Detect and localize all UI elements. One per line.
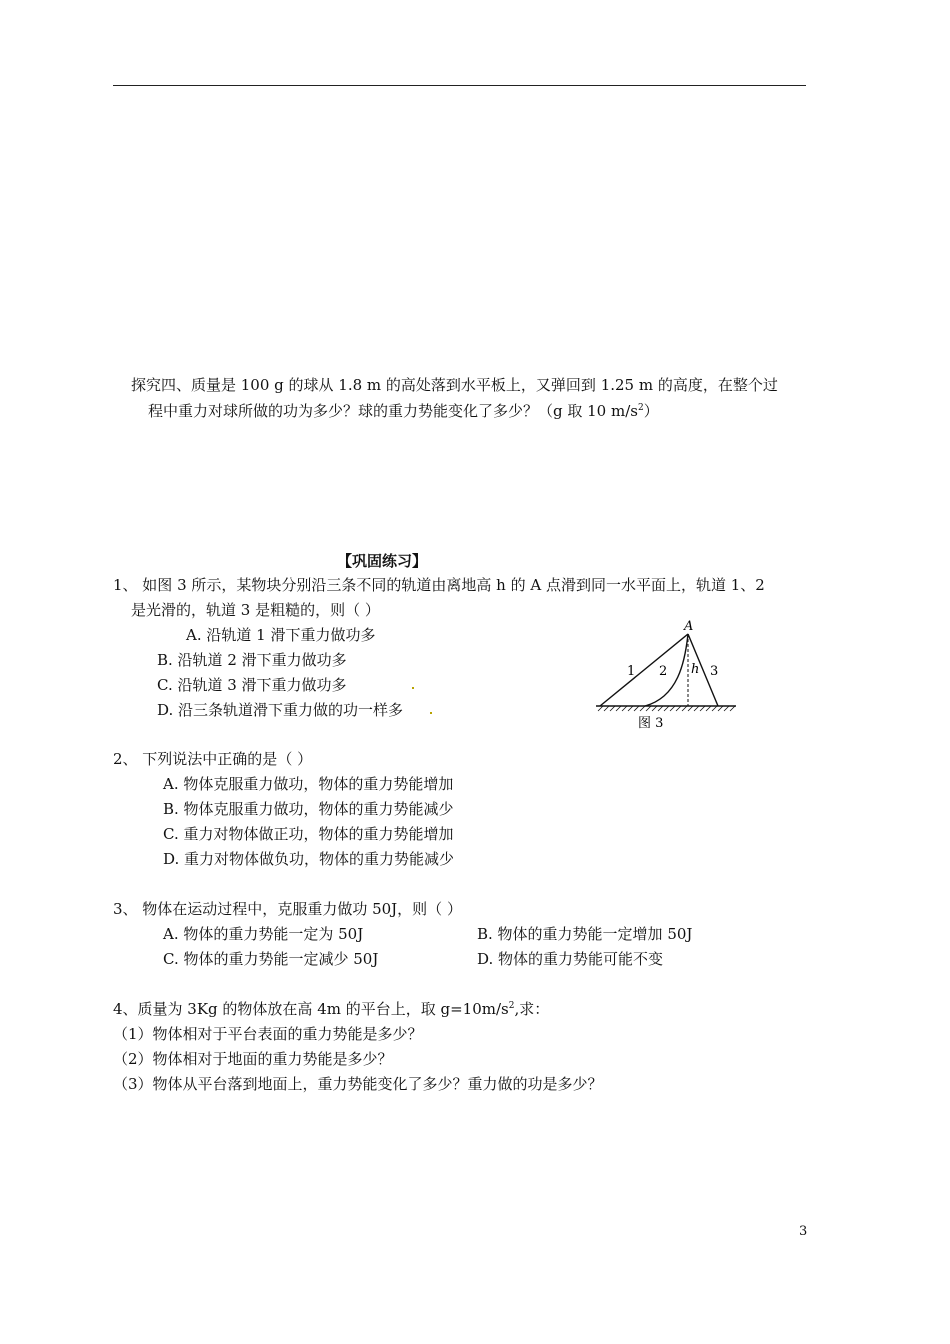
point-a-label: A xyxy=(684,619,694,634)
q3-option-c: C. 物体的重力势能一定减少 50J xyxy=(163,950,379,968)
track-1 xyxy=(600,634,688,706)
q3-option-b: B. 物体的重力势能一定增加 50J xyxy=(477,925,693,943)
q3-option-a: A. 物体的重力势能一定为 50J xyxy=(163,925,364,943)
q2-option-b: B. 物体克服重力做功，物体的重力势能减少 xyxy=(163,800,454,818)
q1-option-d: D. 沿三条轨道滑下重力做的功一样多 xyxy=(157,701,404,719)
q3-stem: 3、 物体在运动过程中，克服重力做功 50J，则（ ） xyxy=(113,900,462,918)
track-diagram xyxy=(590,612,750,737)
q1-stem-line2: 是光滑的，轨道 3 是粗糙的，则（ ） xyxy=(131,601,380,619)
q2-option-d: D. 重力对物体做负功，物体的重力势能减少 xyxy=(163,850,455,868)
explore4-line1: 探究四、质量是 100 g 的球从 1.8 m 的高处落到水平板上，又弹回到 1.25 m 的高度，在整个过 xyxy=(131,376,778,394)
track-3-label: 3 xyxy=(710,664,719,679)
q1-option-b: B. 沿轨道 2 滑下重力做功多 xyxy=(157,651,347,669)
q1-option-c: C. 沿轨道 3 滑下重力做功多 xyxy=(157,676,347,694)
stray-mark xyxy=(430,712,432,714)
q1-stem-line1: 1、 如图 3 所示，某物块分别沿三条不同的轨道由离地高 h 的 A 点滑到同一水平面上，轨道 1、2 xyxy=(113,576,765,594)
q2-stem: 2、 下列说法中正确的是（ ） xyxy=(113,750,313,768)
q4-part-1: （1）物体相对于平台表面的重力势能是多少？ xyxy=(113,1025,423,1043)
stray-mark xyxy=(412,687,414,689)
track-2-label: 2 xyxy=(659,664,668,679)
q3-option-d: D. 物体的重力势能可能不变 xyxy=(477,950,664,968)
ground-hatch xyxy=(598,706,735,711)
header-rule xyxy=(113,85,806,86)
q2-option-c: C. 重力对物体做正功，物体的重力势能增加 xyxy=(163,825,454,843)
figure-caption: 图 3 xyxy=(638,716,664,731)
q4-part-2: （2）物体相对于地面的重力势能是多少？ xyxy=(113,1050,393,1068)
q2-option-a: A. 物体克服重力做功，物体的重力势能增加 xyxy=(163,775,454,793)
q1-option-a: A. 沿轨道 1 滑下重力做功多 xyxy=(186,626,376,644)
q4-part-3: （3）物体从平台落到地面上，重力势能变化了多少？重力做的功是多少？ xyxy=(113,1075,603,1093)
section-title: 【巩固练习】 xyxy=(337,552,428,570)
explore4-line2: 程中重力对球所做的功为多少？球的重力势能变化了多少？（g 取 10 $m/s^2$） xyxy=(148,402,659,420)
q4-stem: 4、质量为 3Kg 的物体放在高 4m 的平台上，取 $g=10m/s^2$,求： xyxy=(113,1000,550,1018)
height-label: h xyxy=(691,662,700,677)
page-number: 3 xyxy=(799,1224,808,1239)
track-1-label: 1 xyxy=(627,664,636,679)
